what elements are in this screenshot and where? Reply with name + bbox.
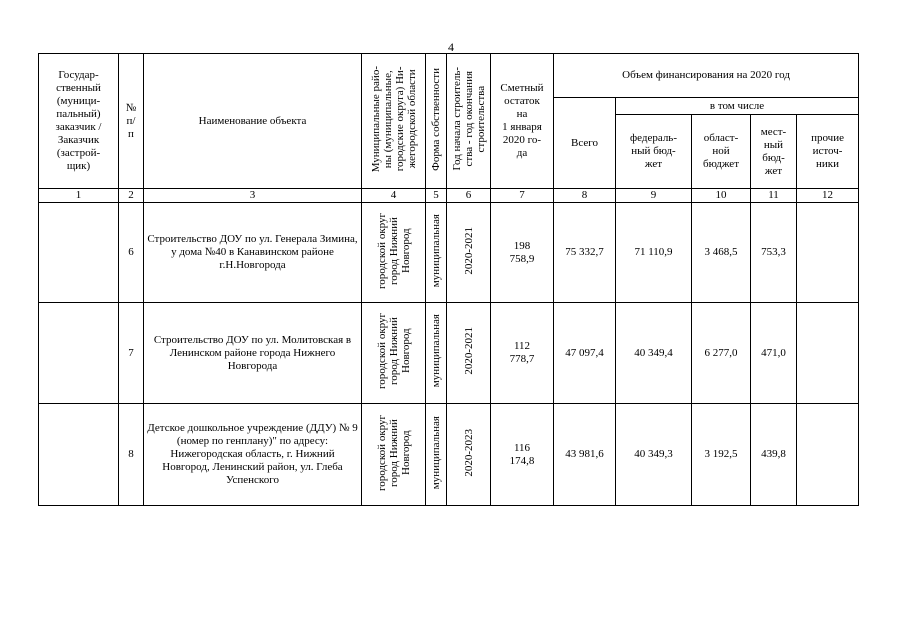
row-municipality: городской округ город Нижний Новгород [375, 212, 412, 289]
row-object-name: Детское дошкольное учреждение (ДДУ) № 9 (номер по генплану)" по адресу: Нижегородская область, г. Нижний Новгород, Ленинский район, ул. Глеба Успенского [144, 404, 362, 506]
header-years: Год начала строитель- ства - год окончания строительства [450, 67, 487, 171]
row-municipality-cell [362, 303, 426, 404]
table-row [39, 404, 859, 506]
column-number: 6 [447, 189, 491, 203]
row-other [797, 404, 859, 506]
header-total: Всего [554, 98, 616, 189]
row-federal: 40 349,3 [616, 404, 692, 506]
row-index: 6 [119, 203, 144, 303]
column-number: 7 [491, 189, 554, 203]
row-local: 439,8 [751, 404, 797, 506]
row-object-name: Строительство ДОУ по ул. Генерала Зимина, у дома №40 в Канавинском районе г.Н.Новгорода [144, 203, 362, 303]
row-years: 2020-2023 [462, 428, 475, 477]
row-ownership: муниципальная [430, 314, 442, 388]
row-index: 7 [119, 303, 144, 404]
header-estimated-balance: Сметный остаток на 1 января 2020 го- да [491, 54, 554, 189]
header-regional: област- ной бюджет [692, 115, 751, 189]
row-local: 753,3 [751, 203, 797, 303]
row-local: 471,0 [751, 303, 797, 404]
row-regional: 6 277,0 [692, 303, 751, 404]
header-ownership: Форма собственности [430, 67, 442, 171]
header-other: прочие источ- ники [797, 115, 859, 189]
header-local: мест- ный бюд- жет [751, 115, 797, 189]
row-municipality: городской округ город Нижний Новгород [375, 312, 412, 390]
row-object-name: Строительство ДОУ по ул. Молитовская в Ленинском районе города Нижнего Новгорода [144, 303, 362, 404]
row-ownership-cell [426, 303, 447, 404]
row-federal: 71 110,9 [616, 203, 692, 303]
page-number: 4 [448, 40, 454, 54]
header-municipality-cell [362, 54, 426, 189]
row-municipality-cell [362, 203, 426, 303]
header-index: № п/ п [119, 54, 144, 189]
row-balance: 198 758,9 [491, 203, 554, 303]
row-total: 75 332,7 [554, 203, 616, 303]
column-number: 8 [554, 189, 616, 203]
row-other [797, 303, 859, 404]
row-other [797, 203, 859, 303]
column-number: 10 [692, 189, 751, 203]
column-number: 2 [119, 189, 144, 203]
header-financing: Объем финансирования на 2020 год [554, 54, 859, 98]
header-years-cell [447, 54, 491, 189]
row-years-cell [447, 303, 491, 404]
header-customer: Государ- ственный (муници- пальный) заказчик / Заказчик (застрой- щик) [39, 54, 119, 189]
row-years: 2020-2021 [462, 226, 475, 275]
header-object-name: Наименование объекта [144, 54, 362, 189]
row-federal: 40 349,4 [616, 303, 692, 404]
row-municipality-cell [362, 404, 426, 506]
row-total: 47 097,4 [554, 303, 616, 404]
row-balance: 112 778,7 [491, 303, 554, 404]
row-customer [39, 404, 119, 506]
row-years: 2020-2021 [462, 327, 475, 375]
row-years-cell [447, 203, 491, 303]
header-ownership-cell [426, 54, 447, 189]
column-number: 4 [362, 189, 426, 203]
column-number: 9 [616, 189, 692, 203]
table-row [39, 303, 859, 404]
header-federal: федераль- ный бюд- жет [616, 115, 692, 189]
row-customer [39, 203, 119, 303]
row-ownership-cell [426, 203, 447, 303]
row-regional: 3 468,5 [692, 203, 751, 303]
column-number: 1 [39, 189, 119, 203]
row-balance: 116 174,8 [491, 404, 554, 506]
row-municipality: городской округ город Нижний Новгород [375, 414, 412, 491]
column-number: 3 [144, 189, 362, 203]
column-numbers-row [39, 189, 859, 203]
header-including: в том числе [616, 98, 859, 115]
header-municipality: Муниципальные райо- ны (муниципальные, городские округа) Ни- жегородской области [369, 65, 418, 173]
column-number: 12 [797, 189, 859, 203]
table-row [39, 203, 859, 303]
row-customer [39, 303, 119, 404]
column-number: 5 [426, 189, 447, 203]
row-total: 43 981,6 [554, 404, 616, 506]
row-regional: 3 192,5 [692, 404, 751, 506]
row-index: 8 [119, 404, 144, 506]
row-ownership: муниципальная [430, 213, 442, 288]
financing-table [38, 53, 859, 506]
row-ownership-cell [426, 404, 447, 506]
row-years-cell [447, 404, 491, 506]
row-ownership: муниципальная [430, 415, 442, 490]
column-number: 11 [751, 189, 797, 203]
